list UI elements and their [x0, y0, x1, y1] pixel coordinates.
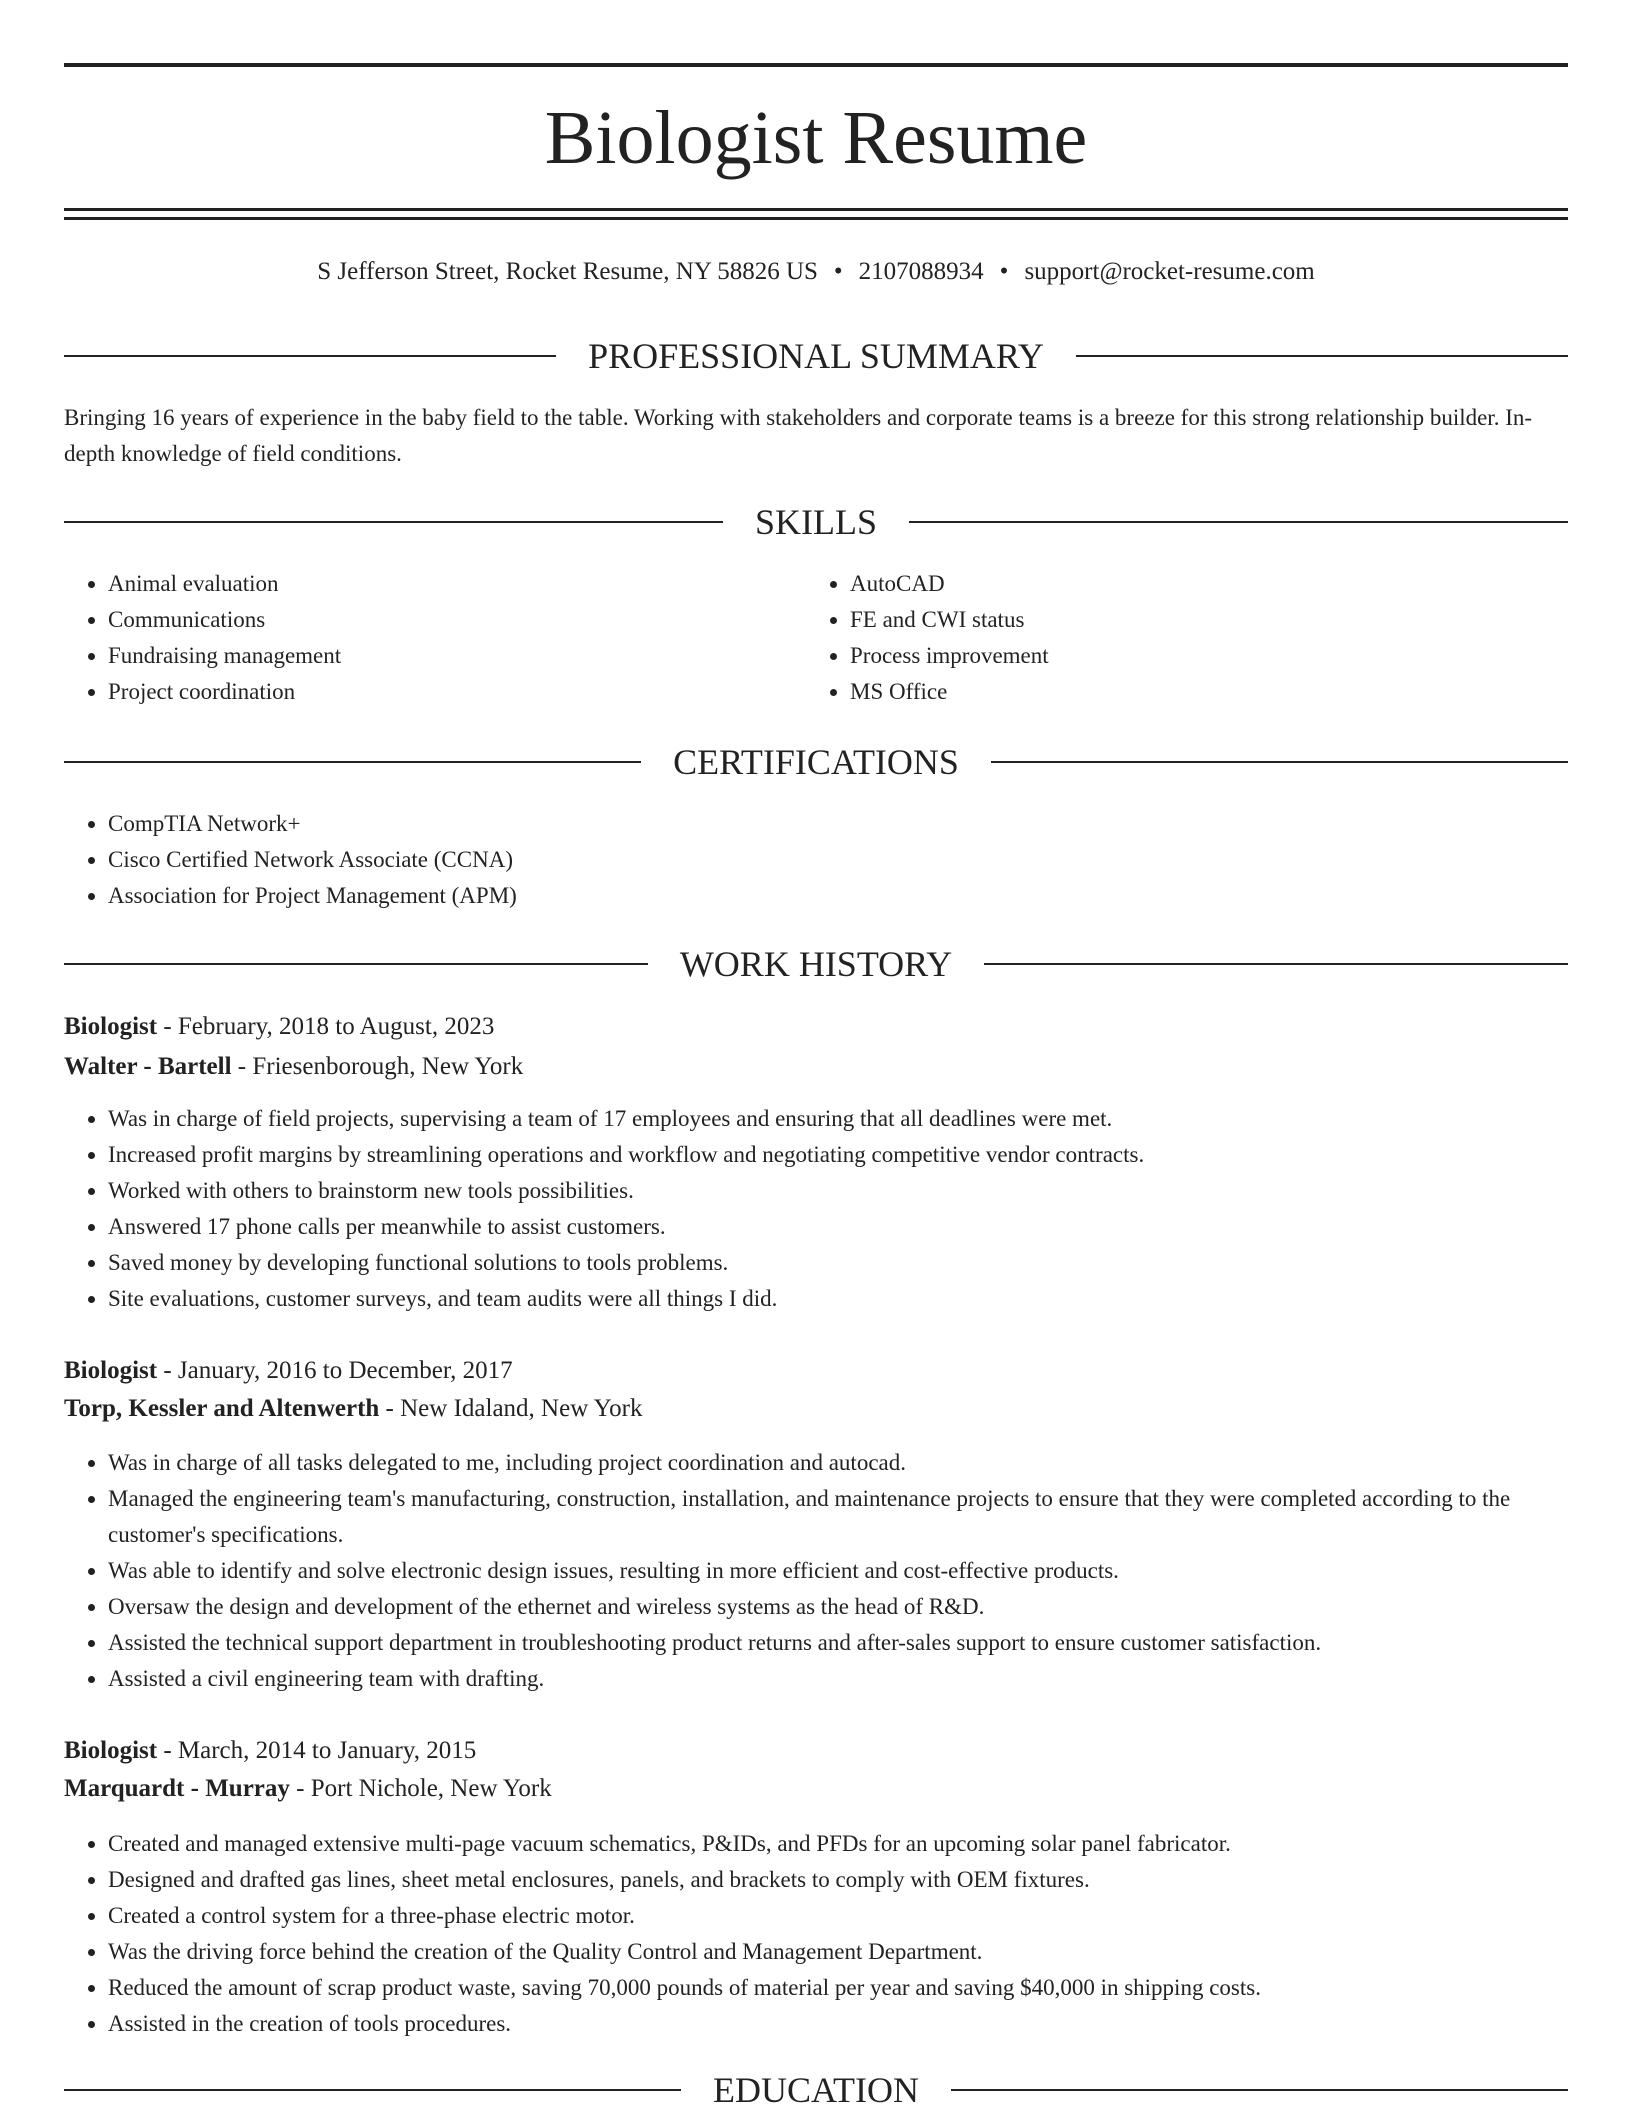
job-company-line [64, 1048, 1568, 1086]
list-item: • Worked with others to brainstorm new tools possibilities. [108, 1173, 1568, 1209]
list-item: • Reduced the amount of scrap product waste, saving 70,000 pounds of material per year and saving $40,000 in shipping costs. [108, 1970, 1568, 2006]
list-item: • Project coordination [108, 674, 808, 710]
summary-text: Bringing 16 years of experience in the baby field to the table. Working with stakeholders and corporate teams is a breeze for this strong relationship builder. In-depth knowledge of field conditions. [64, 405, 1533, 466]
section-heading-skills [64, 502, 1568, 542]
list-item: • Created a control system for a three-phase electric motor. [108, 1898, 1568, 1934]
job-dates: - January, 2016 to December, 2017 [157, 1357, 513, 1384]
contact-email: support@rocket-resume.com [1024, 258, 1315, 285]
list-item: • Designed and drafted gas lines, sheet metal enclosures, panels, and brackets to comply with OEM fixtures. [108, 1862, 1568, 1898]
skills-list-left [64, 566, 808, 710]
list-item: • Assisted a civil engineering team with drafting. [108, 1661, 1568, 1697]
list-item: • Managed the engineering team's manufacturing, construction, installation, and maintenance projects to ensure that they were completed according to the customer's specifications. [108, 1481, 1568, 1553]
job-location: - Friesenborough, New York [231, 1053, 524, 1080]
heading-label: SKILLS [755, 502, 878, 542]
contact-phone: 2107088934 [858, 258, 984, 285]
top-rule [64, 63, 1568, 67]
list-item: • Was the driving force behind the creation of the Quality Control and Management Department. [108, 1934, 1568, 1970]
job-company: Marquardt - Murray [64, 1775, 290, 1802]
job-location: - Port Nichole, New York [289, 1775, 552, 1802]
contact-line [64, 254, 1568, 290]
list-item: • Created and managed extensive multi-page vacuum schematics, P&IDs, and PFDs for an upcoming solar panel fabricator. [108, 1826, 1568, 1862]
job-bullets [64, 1826, 1568, 2042]
job-bullets [64, 1101, 1568, 1317]
heading-rule [64, 2089, 681, 2091]
job-title-line [64, 1352, 1568, 1390]
section-heading-summary [64, 336, 1568, 376]
list-item: • Assisted the technical support department in troubleshooting product returns and after-sales support to ensure customer satisfaction. [108, 1625, 1568, 1661]
heading-rule [64, 521, 723, 523]
job-title-line [64, 1008, 1568, 1046]
heading-rule [909, 521, 1568, 523]
list-item: • Was in charge of field projects, supervising a team of 17 employees and ensuring that all deadlines were met. [108, 1101, 1568, 1137]
list-item: • Communications [108, 602, 808, 638]
list-item: • Was able to identify and solve electronic design issues, resulting in more efficient and cost-effective products. [108, 1553, 1568, 1589]
heading-rule [64, 963, 648, 965]
heading-rule [984, 963, 1568, 965]
heading-label: EDUCATION [713, 2070, 919, 2110]
list-item: • Assisted in the creation of tools procedures. [108, 2006, 1568, 2042]
heading-label: PROFESSIONAL SUMMARY [588, 336, 1044, 376]
list-item: • Oversaw the design and development of the ethernet and wireless systems as the head of R&D. [108, 1589, 1568, 1625]
job-company-line [64, 1770, 1568, 1808]
list-item: • FE and CWI status [850, 602, 1550, 638]
job-title: Biologist [64, 1013, 158, 1040]
section-heading-work-history [64, 944, 1568, 984]
list-item: • Process improvement [850, 638, 1550, 674]
heading-rule [991, 761, 1568, 763]
section-heading-education [64, 2070, 1568, 2110]
list-item: • Increased profit margins by streamlining operations and workflow and negotiating competitive vendor contracts. [108, 1137, 1568, 1173]
job-dates: - February, 2018 to August, 2023 [157, 1013, 495, 1040]
job-dates: - March, 2014 to January, 2015 [157, 1737, 477, 1764]
heading-rule [951, 2089, 1568, 2091]
list-item: • AutoCAD [850, 566, 1550, 602]
job-company-line [64, 1390, 1568, 1428]
job-title: Biologist [64, 1737, 158, 1764]
list-item: • Was in charge of all tasks delegated to me, including project coordination and autocad. [108, 1445, 1568, 1481]
job-bullets [64, 1445, 1568, 1697]
job-title-line [64, 1732, 1568, 1770]
skills-list-right [806, 566, 1550, 710]
list-item: • Cisco Certified Network Associate (CCNA) [108, 842, 1568, 878]
list-item: • MS Office [850, 674, 1550, 710]
section-heading-certifications [64, 742, 1568, 782]
list-item: • Association for Project Management (APM) [108, 878, 1568, 914]
list-item: • Site evaluations, customer surveys, and team audits were all things I did. [108, 1281, 1568, 1317]
list-item: • Fundraising management [108, 638, 808, 674]
contact-address: S Jefferson Street, Rocket Resume, NY 58826 US [317, 258, 818, 285]
title-double-rule [64, 208, 1568, 220]
heading-rule [64, 355, 556, 357]
job-company: Torp, Kessler and Altenwerth [64, 1395, 380, 1422]
list-item: • Animal evaluation [108, 566, 808, 602]
heading-label: CERTIFICATIONS [673, 742, 959, 782]
list-item: • Saved money by developing functional solutions to tools problems. [108, 1245, 1568, 1281]
list-item: • CompTIA Network+ [108, 806, 1568, 842]
job-location: - New Idaland, New York [379, 1395, 643, 1422]
job-company: Walter - Bartell [64, 1053, 232, 1080]
contact-separator: • [999, 258, 1009, 285]
heading-label: WORK HISTORY [679, 944, 953, 984]
page-title: Biologist Resume [544, 96, 1088, 180]
job-title: Biologist [64, 1357, 158, 1384]
certifications-list [64, 806, 1568, 914]
heading-rule [64, 761, 641, 763]
contact-separator: • [833, 258, 843, 285]
list-item: • Answered 17 phone calls per meanwhile to assist customers. [108, 1209, 1568, 1245]
heading-rule [1076, 355, 1568, 357]
